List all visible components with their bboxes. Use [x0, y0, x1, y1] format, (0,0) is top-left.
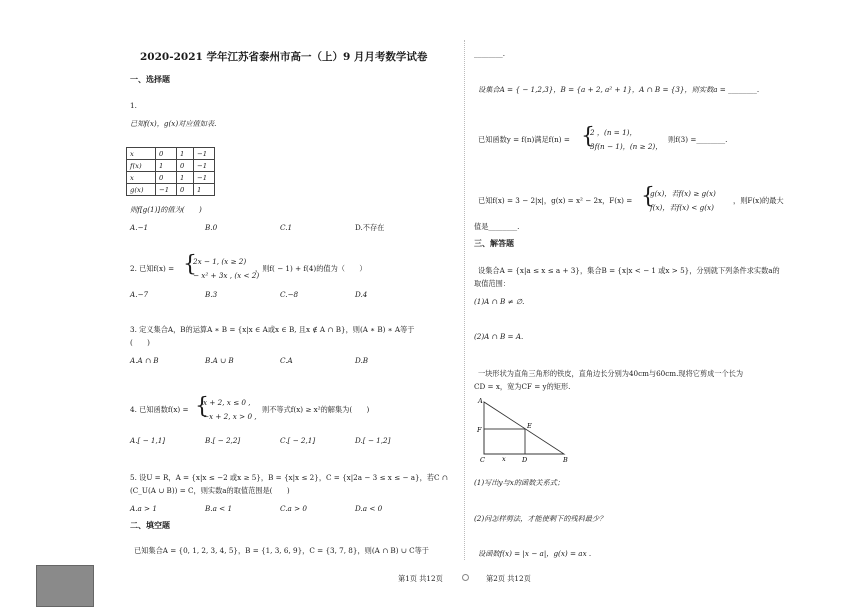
q5-line2: (C_U(A ∪ B)) = C，则实数a的取值范围是( ) [130, 486, 290, 495]
table-row [127, 160, 215, 172]
label-c: C [480, 456, 485, 464]
q5-option-b: B.a < 1 [205, 504, 233, 513]
q5-option-a: A.a > 1 [130, 504, 157, 513]
q8-suffix: 则f(3) =________. [668, 135, 728, 144]
q1-option-c: C.1 [280, 223, 293, 232]
table-cell: g(x) [127, 184, 156, 196]
table-cell: −1 [194, 160, 215, 172]
page-number-right: 第2页 共12页 [486, 574, 531, 583]
q5-line1: 5. 设U = R，A = {x|x ≤ −2 或x ≥ 5}，B = {x|x ≤ 2}，C = {x|2a − 3 ≤ x ≤ − a}，若C ∩ [130, 473, 448, 482]
q3-option-c: C.A [280, 356, 293, 365]
q1-option-d: D.不存在 [355, 223, 385, 232]
q3-option-b: B.A ∪ B [205, 356, 234, 365]
table-cell: −1 [156, 184, 177, 196]
q11-line2: CD = x，宽为CF = y的矩形. [474, 382, 571, 391]
q5-option-c: C.a > 0 [280, 504, 307, 513]
left-brace: { [641, 184, 655, 209]
table-cell: 1 [177, 172, 194, 184]
q2-option-c: C.−8 [280, 290, 299, 299]
q9-prefix: 已知f(x) = 3 − 2|x|，g(x) = x² − 2x，F(x) = [478, 196, 633, 205]
q10-part1: (1)A ∩ B ≠ ∅. [474, 297, 525, 306]
q10-line2: 取值范围： [474, 279, 510, 288]
table-cell: −1 [194, 148, 215, 160]
table-cell: 1 [156, 160, 177, 172]
section-heading-answer: 三、解答题 [474, 238, 514, 248]
q6-text: 已知集合A = {0, 1, 2, 3, 4, 5}，B = {1, 3, 6, 9}，C = {3, 7, 8}，则(A ∩ B) ∪ C等于 [134, 546, 429, 555]
q9-case1: g(x)，若f(x) ≥ g(x) [650, 189, 716, 198]
q3-option-d: D.B [355, 356, 369, 365]
q1-option-b: B.0 [205, 223, 218, 232]
q9-case2: f(x)，若f(x) < g(x) [650, 203, 714, 212]
column-divider [464, 40, 466, 560]
q10-part2: (2)A ∩ B = A. [474, 332, 524, 341]
q4-case2: −x + 2, x > 0 , [203, 412, 257, 421]
inner-rectangle [484, 429, 525, 454]
q12-text: 设函数f(x) = |x − a|，g(x) = ax . [478, 549, 592, 558]
q2-suffix: ，则f( − 1) + f(4)的值为（ ） [255, 264, 367, 273]
blank-continuation: ________. [474, 49, 506, 58]
q3-line1: 3. 定义集合A，B的运算A ∗ B = {x|x ∈ A或x ∈ B, 且x ∉ A ∩ B}，则(A ∗ B) ∗ A等于 [130, 325, 415, 334]
table-cell: 1 [194, 184, 215, 196]
table-cell: 0 [177, 184, 194, 196]
q1-stem: 已知f(x)，g(x)对应值如表. [130, 119, 217, 128]
q2-prefix: 2. 已知f(x) = [130, 264, 175, 273]
q8-case2: 3f(n − 1)，(n ≥ 2)， [590, 142, 663, 151]
table-row [127, 184, 215, 196]
q4-option-a: A.[ − 1,1] [130, 436, 166, 445]
section-heading-choice: 一、选择题 [130, 74, 170, 84]
q8-prefix: 已知函数y = f(n)满足f(n) = [478, 135, 570, 144]
label-a: A [478, 397, 483, 405]
left-brace: { [183, 252, 197, 277]
table-cell: 1 [177, 148, 194, 160]
right-triangle [484, 402, 564, 454]
left-brace: { [195, 394, 209, 419]
left-brace: { [581, 124, 595, 149]
q10-line1: 设集合A = {x|a ≤ x ≤ a + 3}，集合B = {x|x < − 1 或x > 5}，分别就下列条件求实数a的 [478, 266, 780, 275]
q3-option-a: A.A ∩ B [130, 356, 159, 365]
q2-option-d: D.4 [355, 290, 368, 299]
q1-number: 1. [130, 101, 137, 110]
q3-line2: ( ) [130, 338, 150, 347]
label-e: E [527, 422, 532, 430]
q11-part2: (2)问怎样剪法，才能使剩下的残料最少？ [474, 514, 607, 523]
page-separator-dot [462, 574, 469, 581]
q5-option-d: D.a < 0 [355, 504, 383, 513]
q4-prefix: 4. 已知函数f(x) = [130, 405, 189, 414]
label-x: x [502, 455, 506, 463]
gray-placeholder-block [36, 565, 94, 607]
q4-option-c: C.[ − 2,1] [280, 436, 316, 445]
table-cell: 0 [156, 148, 177, 160]
value-table [126, 147, 215, 196]
table-cell: −1 [194, 172, 215, 184]
table-cell: 0 [156, 172, 177, 184]
q1-ask: 则f[g(1)]的值为( ) [130, 205, 202, 214]
q2-option-b: B.3 [205, 290, 218, 299]
q11-part1: (1)写出y与x的函数关系式； [474, 478, 565, 487]
label-b: B [563, 456, 568, 464]
q2-case2: − x² + 3x , (x < 2) [193, 271, 260, 280]
label-f: F [477, 426, 482, 434]
table-cell: f(x) [127, 160, 156, 172]
q9-suffix: ，则F(x)的最大 [733, 196, 784, 205]
section-heading-fill: 二、填空题 [130, 520, 170, 530]
q8-case1: 2 ，(n = 1)， [590, 128, 637, 137]
q4-option-d: D.[ − 1,2] [355, 436, 391, 445]
table-cell: x [127, 172, 156, 184]
q2-case1: 2x − 1, (x ≥ 2) [193, 257, 247, 266]
q2-option-a: A.−7 [130, 290, 149, 299]
q7-text: 设集合A = { − 1,2,3}，B = {a + 2, a² + 1}，A ∩ B = {3}，则实数a = ________. [478, 85, 760, 94]
table-cell: x [127, 148, 156, 160]
q11-line1: 一块形状为直角三角形的铁皮，直角边长分别为40cm与60cm.现将它剪成一个长为 [478, 369, 744, 378]
table-row [127, 172, 215, 184]
triangle-diagram [474, 396, 584, 466]
q1-option-a: A.−1 [130, 223, 149, 232]
q4-option-b: B.[ − 2,2] [205, 436, 241, 445]
q4-case1: x + 2, x ≤ 0 , [203, 398, 251, 407]
label-d: D [522, 456, 528, 464]
page-number-left: 第1页 共12页 [398, 574, 443, 583]
page-title: 2020-2021 学年江苏省泰州市高一（上）9 月月考数学试卷 [140, 51, 428, 63]
table-cell: 0 [177, 160, 194, 172]
table-row [127, 148, 215, 160]
q9-line2: 值是________. [474, 222, 520, 231]
q4-suffix: 则不等式f(x) ≥ x²的解集为( ) [262, 405, 370, 414]
